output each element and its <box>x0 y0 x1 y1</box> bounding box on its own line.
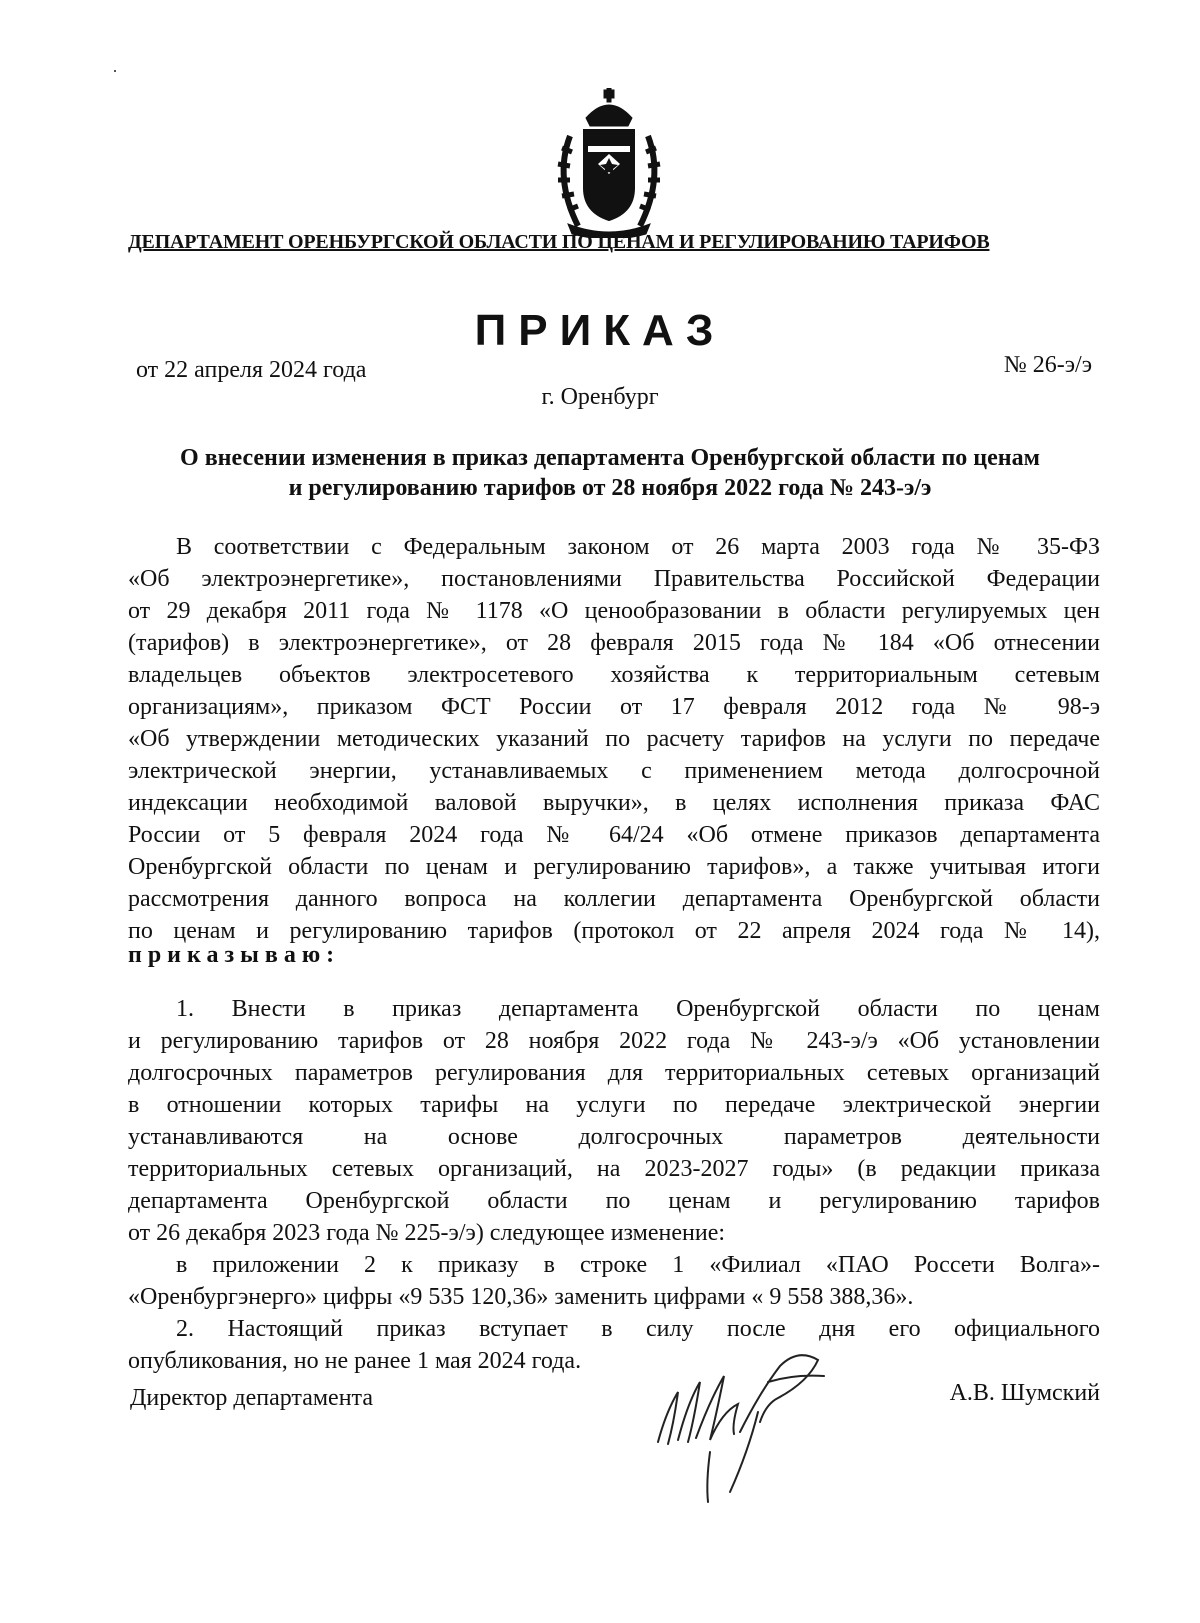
preamble-line: «Об утверждении методических указаний по расчету тарифов на услуги по передаче <box>128 726 1100 752</box>
handwritten-signature-icon <box>648 1342 848 1512</box>
department-title: ДЕПАРТАМЕНТ ОРЕНБУРГСКОЙ ОБЛАСТИ ПО ЦЕНАМ И РЕГУЛИРОВАНИЮ ТАРИФОВ <box>128 231 990 253</box>
item1-line: территориальных сетевых организаций, на 2023-2027 годы» (в редакции приказа <box>128 1156 1100 1182</box>
item1-detail-line: «Оренбургэнерго» цифры «9 535 120,36» заменить цифрами « 9 558 388,36». <box>128 1284 914 1310</box>
item1-detail-line: в приложении 2 к приказу в строке 1 «Филиал «ПАО Россети Волга»- <box>176 1252 1100 1278</box>
order-word: приказываю: <box>128 942 341 968</box>
preamble-line: электрической энергии, устанавливаемых с применением метода долгосрочной <box>128 758 1100 784</box>
signer-name: А.В. Шумский <box>949 1380 1100 1406</box>
item1-line: 1. Внести в приказ департамента Оренбургской области по ценам <box>176 996 1100 1022</box>
document-type-title: ПРИКАЗ <box>474 306 726 355</box>
preamble-line: Оренбургской области по ценам и регулированию тарифов», а также учитывая итоги <box>128 854 1100 880</box>
order-date: от 22 апреля 2024 года <box>136 357 367 383</box>
preamble-line: индексации необходимой валовой выручки», в целях исполнения приказа ФАС <box>128 790 1100 816</box>
item1-line: в отношении которых тарифы на услуги по передаче электрической энергии <box>128 1092 1100 1118</box>
preamble-line: владельцев объектов электросетевого хозяйства к территориальным сетевым <box>128 662 1100 688</box>
order-city: г. Оренбург <box>541 384 659 410</box>
order-number: № 26-э/э <box>1003 352 1092 378</box>
order-subject <box>122 443 1098 503</box>
item1-line: долгосрочных параметров регулирования для территориальных сетевых организаций <box>128 1060 1100 1086</box>
item2-line: опубликования, но не ранее 1 мая 2024 года. <box>128 1348 582 1374</box>
subject-line: О внесении изменения в приказ департамента Оренбургской области по ценам <box>180 445 1040 471</box>
subject-line: и регулированию тарифов от 28 ноября 2022 года № 243-э/э <box>288 475 932 501</box>
scan-speck <box>114 70 116 72</box>
preamble-line: от 29 декабря 2011 года № 1178 «О ценообразовании в области регулируемых цен <box>128 598 1100 624</box>
preamble-line: В соответствии с Федеральным законом от 26 марта 2003 года № 35-ФЗ <box>176 534 1100 560</box>
preamble-line: (тарифов) в электроэнергетике», от 28 февраля 2015 года № 184 «Об отнесении <box>128 630 1100 656</box>
item1-line: устанавливаются на основе долгосрочных параметров деятельности <box>128 1124 1100 1150</box>
item1-line: департамента Оренбургской области по ценам и регулированию тарифов <box>128 1188 1100 1214</box>
preamble-line: «Об электроэнергетике», постановлениями Правительства Российской Федерации <box>128 566 1100 592</box>
preamble-line: по ценам и регулированию тарифов (протокол от 22 апреля 2024 года № 14), <box>128 918 1100 944</box>
signer-position: Директор департамента <box>130 1385 373 1411</box>
preamble-line: рассмотрения данного вопроса на коллегии департамента Оренбургской области <box>128 886 1100 912</box>
preamble-line: организациям», приказом ФСТ России от 17 февраля 2012 года № 98-э <box>128 694 1100 720</box>
preamble-line: России от 5 февраля 2024 года № 64/24 «Об отмене приказов департамента <box>128 822 1100 848</box>
item2-line: 2. Настоящий приказ вступает в силу после дня его официального <box>176 1316 1100 1342</box>
coat-of-arms-icon <box>548 88 670 238</box>
item1-line: от 26 декабря 2023 года № 225-э/э) следующее изменение: <box>128 1220 726 1246</box>
item1-line: и регулированию тарифов от 28 ноября 2022 года № 243-э/э «Об установлении <box>128 1028 1100 1054</box>
